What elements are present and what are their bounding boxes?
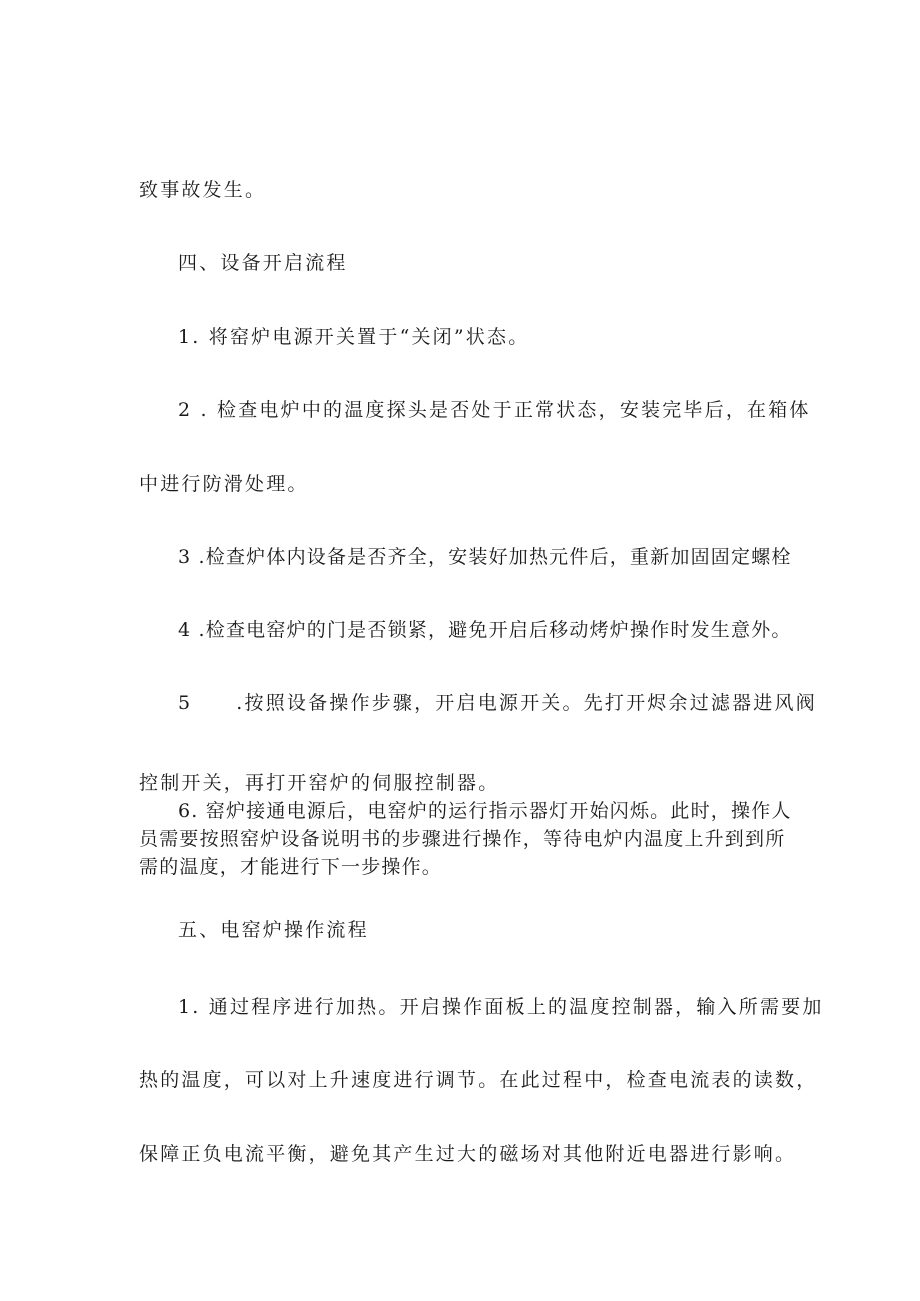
- item-number: 2: [178, 399, 193, 421]
- section-4-item-1: 1. 将窑炉电源开关置于“关闭”状态。: [178, 326, 530, 348]
- section-5-item-1-line-3: 保障正负电流平衡，避免其产生过大的磁场对其他附近电器进行影响。: [139, 1143, 797, 1165]
- section-4-item-6-line-3: 需的温度，才能进行下一步操作。: [139, 856, 443, 878]
- paragraph-continuation: 致事故发生。: [139, 179, 267, 201]
- item-number: 4: [178, 619, 192, 641]
- item-number: 5: [178, 692, 193, 714]
- item-text: .检查电窑炉的门是否锁紧，避免开启后移动烤炉操作时发生意外。: [198, 619, 792, 641]
- section-4-item-4: [178, 618, 792, 642]
- section-4-item-3: [178, 545, 792, 569]
- section-4-item-6-line-1: 6. 窑炉接通电源后，电窑炉的运行指示器灯开始闪烁。此时，操作人: [178, 800, 792, 822]
- section-5-heading: 五、电窑炉操作流程: [178, 919, 369, 941]
- item-text: . 检查电炉中的温度探头是否处于正常状态，安装完毕后，在箱体: [200, 399, 811, 421]
- section-4-item-6-line-2: 员需要按照窑炉设备说明书的步骤进行操作，等待电炉内温度上升到到所: [139, 828, 786, 850]
- section-5-item-1-line-1: 1. 通过程序进行加热。开启操作面板上的温度控制器，输入所需要加: [178, 996, 824, 1018]
- section-4-item-5-line-2: 控制开关，再打开窑炉的伺服控制器。: [139, 772, 500, 794]
- section-4-item-5-line-1: [178, 691, 817, 715]
- section-4-item-2-line-2: 中进行防滑处理。: [139, 473, 309, 495]
- item-text: .检查炉体内设备是否齐全，安装好加热元件后，重新加固固定螺栓: [198, 546, 792, 568]
- item-text: .按照设备操作步骤，开启电源开关。先打开烬余过滤器进风阀: [236, 692, 817, 714]
- item-number: 3: [178, 546, 192, 568]
- section-5-item-1-line-2: 热的温度，可以对上升速度进行调节。在此过程中，检查电流表的读数，: [139, 1069, 818, 1091]
- section-4-heading: 四、设备开启流程: [178, 252, 348, 274]
- section-4-item-2-line-1: [178, 398, 811, 422]
